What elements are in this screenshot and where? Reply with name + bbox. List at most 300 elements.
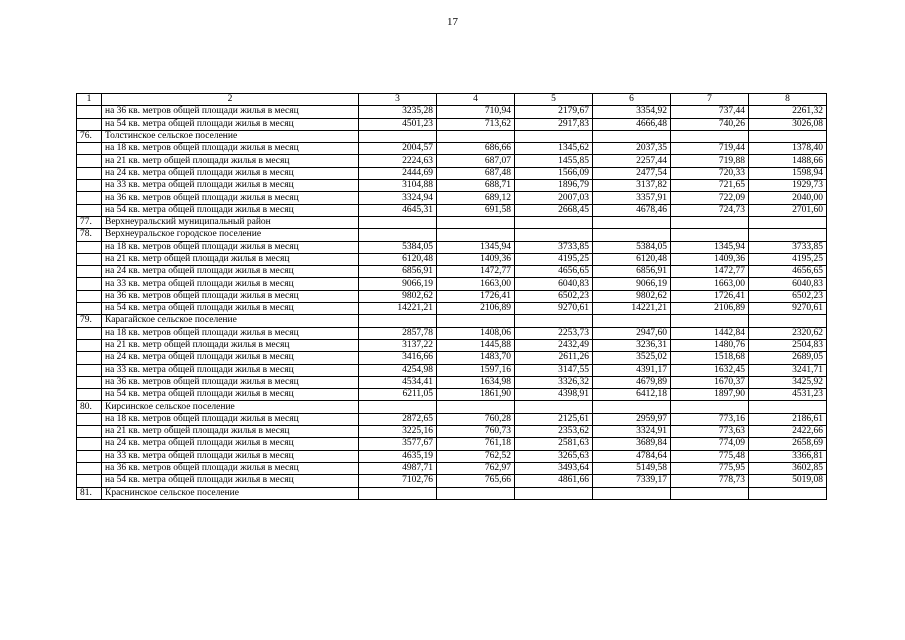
table-row (77, 327, 827, 339)
value-cell: 1663,00 (671, 278, 749, 290)
value-cell: 687,07 (437, 155, 515, 167)
value-cell: 1480,76 (671, 339, 749, 351)
value-cell: 2037,35 (593, 143, 671, 155)
row-number-cell (77, 413, 102, 425)
table-row (77, 106, 827, 118)
empty-cell (437, 401, 515, 413)
value-cell: 1488,66 (749, 155, 827, 167)
row-number-cell (77, 376, 102, 388)
value-cell: 3357,91 (593, 192, 671, 204)
value-cell: 762,97 (437, 462, 515, 474)
table-row (77, 475, 827, 487)
row-number-cell (77, 143, 102, 155)
value-cell: 3241,71 (749, 364, 827, 376)
value-cell: 1566,09 (515, 167, 593, 179)
value-cell: 3425,92 (749, 376, 827, 388)
value-cell: 4679,89 (593, 376, 671, 388)
empty-cell (749, 130, 827, 142)
value-cell: 2261,32 (749, 106, 827, 118)
value-cell: 9802,62 (359, 290, 437, 302)
empty-cell (749, 487, 827, 499)
section-number: 81. (77, 487, 102, 499)
value-cell: 9270,61 (749, 303, 827, 315)
value-cell: 710,94 (437, 106, 515, 118)
row-number-cell (77, 106, 102, 118)
value-cell: 6856,91 (359, 266, 437, 278)
empty-cell (437, 487, 515, 499)
value-cell: 4391,17 (593, 364, 671, 376)
value-cell: 773,63 (671, 426, 749, 438)
value-cell: 719,88 (671, 155, 749, 167)
value-cell: 2857,78 (359, 327, 437, 339)
row-label: на 18 кв. метров общей площади жилья в месяц (102, 327, 359, 339)
value-cell: 1518,68 (671, 352, 749, 364)
header-cell: 1 (77, 94, 102, 106)
value-cell: 3602,85 (749, 462, 827, 474)
value-cell: 7102,76 (359, 475, 437, 487)
value-cell: 2504,83 (749, 339, 827, 351)
value-cell: 1483,70 (437, 352, 515, 364)
empty-cell (593, 216, 671, 228)
value-cell: 2224,63 (359, 155, 437, 167)
value-cell: 762,52 (437, 450, 515, 462)
value-cell: 4666,48 (593, 118, 671, 130)
row-label: на 21 кв. метр общей площади жилья в месяц (102, 155, 359, 167)
row-number-cell (77, 327, 102, 339)
header-cell: 5 (515, 94, 593, 106)
value-cell: 4195,25 (515, 253, 593, 265)
value-cell: 2432,49 (515, 339, 593, 351)
value-cell: 7339,17 (593, 475, 671, 487)
value-cell: 2320,62 (749, 327, 827, 339)
value-cell: 2125,61 (515, 413, 593, 425)
value-cell: 6502,23 (515, 290, 593, 302)
value-cell: 774,09 (671, 438, 749, 450)
row-number-cell (77, 290, 102, 302)
value-cell: 2668,45 (515, 204, 593, 216)
table-row (77, 192, 827, 204)
value-cell: 1472,77 (437, 266, 515, 278)
value-cell: 1345,94 (437, 241, 515, 253)
value-cell: 2257,44 (593, 155, 671, 167)
value-cell: 5149,58 (593, 462, 671, 474)
row-label: на 36 кв. метров общей площади жилья в месяц (102, 106, 359, 118)
table-row (77, 241, 827, 253)
row-number-cell (77, 462, 102, 474)
value-cell: 1409,36 (437, 253, 515, 265)
value-cell: 1634,98 (437, 376, 515, 388)
table-row (77, 389, 827, 401)
value-cell: 1408,06 (437, 327, 515, 339)
value-cell: 778,73 (671, 475, 749, 487)
value-cell: 4645,31 (359, 204, 437, 216)
empty-cell (593, 130, 671, 142)
table-row (77, 278, 827, 290)
empty-cell (359, 487, 437, 499)
value-cell: 6120,48 (359, 253, 437, 265)
value-cell: 1896,79 (515, 180, 593, 192)
section-row (77, 487, 827, 499)
table-row (77, 364, 827, 376)
value-cell: 3225,16 (359, 426, 437, 438)
value-cell: 3235,28 (359, 106, 437, 118)
value-cell: 4501,23 (359, 118, 437, 130)
value-cell: 3416,66 (359, 352, 437, 364)
row-label: на 33 кв. метра общей площади жилья в месяц (102, 450, 359, 462)
value-cell: 1345,94 (671, 241, 749, 253)
value-cell: 1598,94 (749, 167, 827, 179)
value-cell: 765,66 (437, 475, 515, 487)
row-number-cell (77, 339, 102, 351)
value-cell: 719,44 (671, 143, 749, 155)
value-cell: 4635,19 (359, 450, 437, 462)
section-row (77, 229, 827, 241)
value-cell: 3733,85 (749, 241, 827, 253)
table-row (77, 143, 827, 155)
row-label: на 18 кв. метров общей площади жилья в месяц (102, 413, 359, 425)
table-body (77, 94, 827, 500)
empty-cell (749, 216, 827, 228)
row-label: на 36 кв. метров общей площади жилья в месяц (102, 462, 359, 474)
value-cell: 760,28 (437, 413, 515, 425)
row-number-cell (77, 266, 102, 278)
value-cell: 688,71 (437, 180, 515, 192)
value-cell: 737,44 (671, 106, 749, 118)
value-cell: 3137,82 (593, 180, 671, 192)
empty-cell (749, 315, 827, 327)
value-cell: 3326,32 (515, 376, 593, 388)
value-cell: 1597,16 (437, 364, 515, 376)
section-title: Кирсинское сельское поселение (102, 401, 359, 413)
value-cell: 6502,23 (749, 290, 827, 302)
value-cell: 3366,81 (749, 450, 827, 462)
value-cell: 1897,90 (671, 389, 749, 401)
header-cell: 3 (359, 94, 437, 106)
value-cell: 14221,21 (359, 303, 437, 315)
empty-cell (749, 229, 827, 241)
section-title: Верхнеуральский муниципальный район (102, 216, 359, 228)
value-cell: 3354,92 (593, 106, 671, 118)
row-label: на 24 кв. метра общей площади жилья в месяц (102, 266, 359, 278)
empty-cell (671, 487, 749, 499)
value-cell: 14221,21 (593, 303, 671, 315)
empty-cell (359, 229, 437, 241)
value-cell: 1409,36 (671, 253, 749, 265)
empty-cell (749, 401, 827, 413)
empty-cell (515, 130, 593, 142)
value-cell: 1455,85 (515, 155, 593, 167)
value-cell: 4784,64 (593, 450, 671, 462)
value-cell: 4531,23 (749, 389, 827, 401)
header-row (77, 94, 827, 106)
value-cell: 3525,02 (593, 352, 671, 364)
row-number-cell (77, 204, 102, 216)
value-cell: 2872,65 (359, 413, 437, 425)
value-cell: 1442,84 (671, 327, 749, 339)
empty-cell (359, 315, 437, 327)
section-title: Карагайское сельское поселение (102, 315, 359, 327)
value-cell: 3265,63 (515, 450, 593, 462)
value-cell: 2444,69 (359, 167, 437, 179)
value-cell: 3147,55 (515, 364, 593, 376)
value-cell: 773,16 (671, 413, 749, 425)
value-cell: 1663,00 (437, 278, 515, 290)
page-number: 17 (447, 16, 458, 28)
table-row (77, 450, 827, 462)
value-cell: 775,95 (671, 462, 749, 474)
value-cell: 761,18 (437, 438, 515, 450)
value-cell: 6412,18 (593, 389, 671, 401)
row-number-cell (77, 192, 102, 204)
tariff-table (76, 93, 827, 500)
table-row (77, 290, 827, 302)
value-cell: 1472,77 (671, 266, 749, 278)
row-number-cell (77, 253, 102, 265)
row-label: на 33 кв. метра общей площади жилья в месяц (102, 180, 359, 192)
empty-cell (515, 216, 593, 228)
value-cell: 691,58 (437, 204, 515, 216)
value-cell: 9270,61 (515, 303, 593, 315)
row-number-cell (77, 118, 102, 130)
section-number: 80. (77, 401, 102, 413)
value-cell: 2701,60 (749, 204, 827, 216)
value-cell: 3324,94 (359, 192, 437, 204)
empty-cell (515, 315, 593, 327)
row-label: на 33 кв. метра общей площади жилья в месяц (102, 278, 359, 290)
empty-cell (437, 229, 515, 241)
table-row (77, 339, 827, 351)
header-cell: 8 (749, 94, 827, 106)
row-label: на 24 кв. метра общей площади жилья в месяц (102, 352, 359, 364)
value-cell: 4656,65 (749, 266, 827, 278)
value-cell: 4987,71 (359, 462, 437, 474)
section-title: Верхнеуральское городское поселение (102, 229, 359, 241)
row-number-cell (77, 180, 102, 192)
value-cell: 2611,26 (515, 352, 593, 364)
value-cell: 2689,05 (749, 352, 827, 364)
row-label: на 36 кв. метров общей площади жилья в месяц (102, 376, 359, 388)
value-cell: 722,09 (671, 192, 749, 204)
section-number: 77. (77, 216, 102, 228)
value-cell: 724,73 (671, 204, 749, 216)
section-title: Толстинское сельское поселение (102, 130, 359, 142)
value-cell: 3733,85 (515, 241, 593, 253)
empty-cell (593, 401, 671, 413)
table-row (77, 118, 827, 130)
row-number-cell (77, 167, 102, 179)
row-label: на 18 кв. метров общей площади жилья в месяц (102, 143, 359, 155)
value-cell: 2040,00 (749, 192, 827, 204)
row-number-cell (77, 475, 102, 487)
table-row (77, 204, 827, 216)
empty-cell (593, 487, 671, 499)
section-row (77, 130, 827, 142)
value-cell: 1929,73 (749, 180, 827, 192)
value-cell: 1670,37 (671, 376, 749, 388)
value-cell: 2581,63 (515, 438, 593, 450)
header-cell: 2 (102, 94, 359, 106)
row-number-cell (77, 389, 102, 401)
value-cell: 4656,65 (515, 266, 593, 278)
empty-cell (515, 401, 593, 413)
row-label: на 36 кв. метров общей площади жилья в месяц (102, 192, 359, 204)
value-cell: 2422,66 (749, 426, 827, 438)
value-cell: 4254,98 (359, 364, 437, 376)
section-row (77, 315, 827, 327)
value-cell: 2253,73 (515, 327, 593, 339)
row-number-cell (77, 364, 102, 376)
empty-cell (437, 315, 515, 327)
section-row (77, 216, 827, 228)
value-cell: 1445,88 (437, 339, 515, 351)
section-title: Краснинское сельское поселение (102, 487, 359, 499)
row-label: на 24 кв. метра общей площади жилья в месяц (102, 438, 359, 450)
value-cell: 4678,46 (593, 204, 671, 216)
row-number-cell (77, 278, 102, 290)
value-cell: 760,73 (437, 426, 515, 438)
empty-cell (359, 130, 437, 142)
row-number-cell (77, 155, 102, 167)
value-cell: 1378,40 (749, 143, 827, 155)
value-cell: 2179,67 (515, 106, 593, 118)
row-number-cell (77, 241, 102, 253)
table-row (77, 413, 827, 425)
value-cell: 6211,05 (359, 389, 437, 401)
value-cell: 1345,62 (515, 143, 593, 155)
table-row (77, 167, 827, 179)
value-cell: 2186,61 (749, 413, 827, 425)
header-cell: 4 (437, 94, 515, 106)
value-cell: 1861,90 (437, 389, 515, 401)
value-cell: 2477,54 (593, 167, 671, 179)
row-label: на 54 кв. метра общей площади жилья в месяц (102, 204, 359, 216)
value-cell: 6856,91 (593, 266, 671, 278)
header-cell: 6 (593, 94, 671, 106)
table-row (77, 253, 827, 265)
value-cell: 4398,91 (515, 389, 593, 401)
value-cell: 6040,83 (749, 278, 827, 290)
value-cell: 687,48 (437, 167, 515, 179)
row-number-cell (77, 303, 102, 315)
value-cell: 2658,69 (749, 438, 827, 450)
value-cell: 2004,57 (359, 143, 437, 155)
value-cell: 3493,64 (515, 462, 593, 474)
value-cell: 2106,89 (671, 303, 749, 315)
empty-cell (515, 229, 593, 241)
value-cell: 686,66 (437, 143, 515, 155)
value-cell: 3137,22 (359, 339, 437, 351)
row-label: на 54 кв. метра общей площади жилья в месяц (102, 475, 359, 487)
row-number-cell (77, 450, 102, 462)
row-label: на 21 кв. метр общей площади жилья в месяц (102, 426, 359, 438)
empty-cell (671, 130, 749, 142)
value-cell: 720,33 (671, 167, 749, 179)
row-label: на 36 кв. метров общей площади жилья в месяц (102, 290, 359, 302)
value-cell: 775,48 (671, 450, 749, 462)
value-cell: 740,26 (671, 118, 749, 130)
row-label: на 54 кв. метра общей площади жилья в месяц (102, 389, 359, 401)
value-cell: 5019,08 (749, 475, 827, 487)
empty-cell (593, 229, 671, 241)
empty-cell (437, 216, 515, 228)
table-row (77, 376, 827, 388)
value-cell: 2106,89 (437, 303, 515, 315)
value-cell: 1726,41 (671, 290, 749, 302)
value-cell: 6040,83 (515, 278, 593, 290)
empty-cell (359, 216, 437, 228)
value-cell: 4861,66 (515, 475, 593, 487)
value-cell: 4534,41 (359, 376, 437, 388)
value-cell: 9802,62 (593, 290, 671, 302)
value-cell: 2353,62 (515, 426, 593, 438)
empty-cell (671, 229, 749, 241)
value-cell: 713,62 (437, 118, 515, 130)
value-cell: 2917,83 (515, 118, 593, 130)
section-number: 78. (77, 229, 102, 241)
row-number-cell (77, 352, 102, 364)
row-label: на 21 кв. метр общей площади жилья в месяц (102, 253, 359, 265)
table-row (77, 303, 827, 315)
row-number-cell (77, 426, 102, 438)
section-number: 79. (77, 315, 102, 327)
value-cell: 689,12 (437, 192, 515, 204)
table-row (77, 462, 827, 474)
value-cell: 2947,60 (593, 327, 671, 339)
value-cell: 3104,88 (359, 180, 437, 192)
empty-cell (437, 130, 515, 142)
table-row (77, 352, 827, 364)
value-cell: 3324,91 (593, 426, 671, 438)
row-label: на 21 кв. метр общей площади жилья в месяц (102, 339, 359, 351)
table-row (77, 438, 827, 450)
table-row (77, 266, 827, 278)
row-label: на 24 кв. метра общей площади жилья в месяц (102, 167, 359, 179)
value-cell: 6120,48 (593, 253, 671, 265)
empty-cell (359, 401, 437, 413)
value-cell: 5384,05 (359, 241, 437, 253)
value-cell: 1632,45 (671, 364, 749, 376)
value-cell: 3689,84 (593, 438, 671, 450)
row-label: на 54 кв. метра общей площади жилья в месяц (102, 118, 359, 130)
empty-cell (593, 315, 671, 327)
value-cell: 3577,67 (359, 438, 437, 450)
value-cell: 2959,97 (593, 413, 671, 425)
value-cell: 1726,41 (437, 290, 515, 302)
value-cell: 3236,31 (593, 339, 671, 351)
value-cell: 4195,25 (749, 253, 827, 265)
empty-cell (671, 315, 749, 327)
table-row (77, 180, 827, 192)
table-row (77, 426, 827, 438)
row-label: на 33 кв. метра общей площади жилья в месяц (102, 364, 359, 376)
empty-cell (671, 401, 749, 413)
header-cell: 7 (671, 94, 749, 106)
empty-cell (515, 487, 593, 499)
table-row (77, 155, 827, 167)
value-cell: 2007,03 (515, 192, 593, 204)
section-row (77, 401, 827, 413)
value-cell: 9066,19 (359, 278, 437, 290)
row-number-cell (77, 438, 102, 450)
row-label: на 18 кв. метров общей площади жилья в месяц (102, 241, 359, 253)
value-cell: 5384,05 (593, 241, 671, 253)
section-number: 76. (77, 130, 102, 142)
value-cell: 3026,08 (749, 118, 827, 130)
row-label: на 54 кв. метра общей площади жилья в месяц (102, 303, 359, 315)
value-cell: 721,65 (671, 180, 749, 192)
empty-cell (671, 216, 749, 228)
value-cell: 9066,19 (593, 278, 671, 290)
